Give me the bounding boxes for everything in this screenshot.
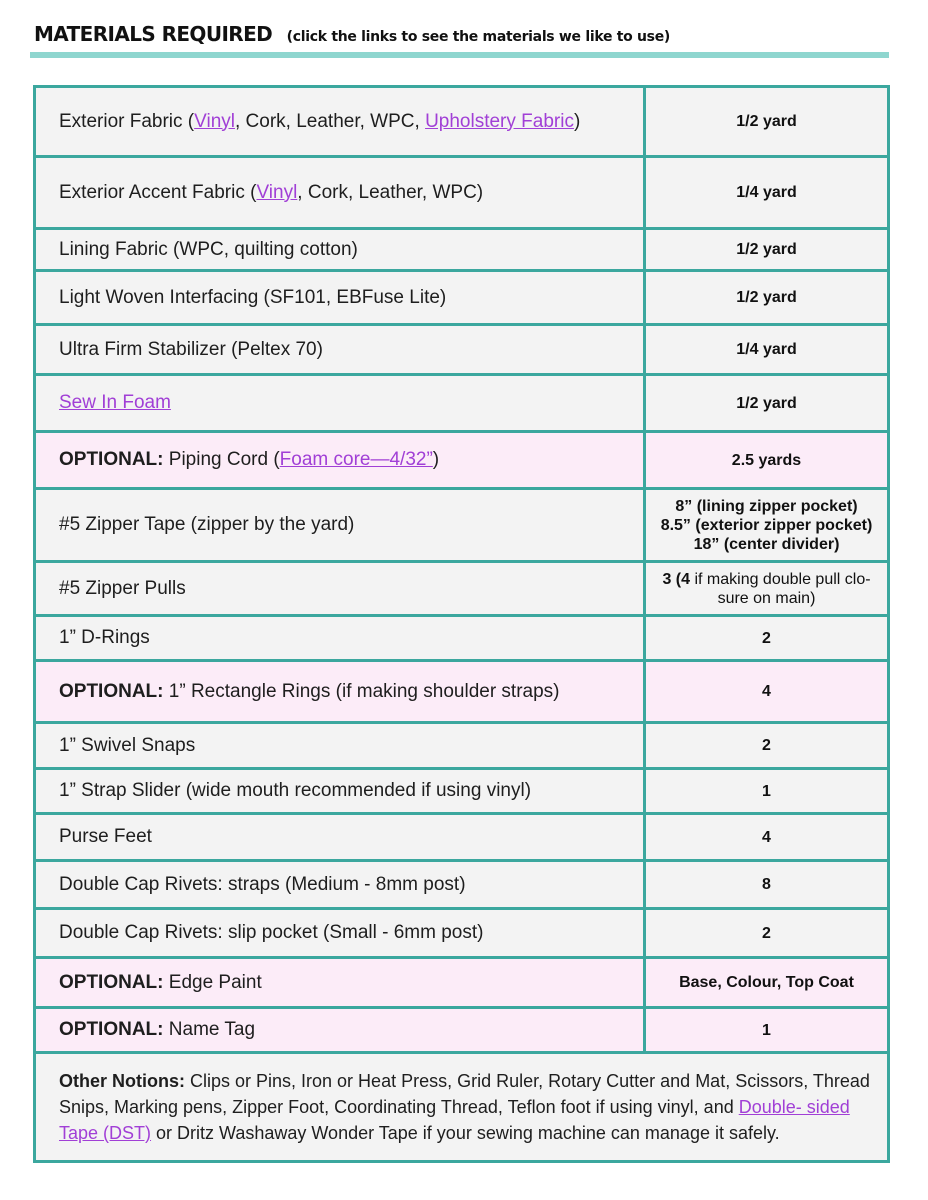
qty-cell: 4 — [645, 814, 889, 861]
qty-cell: 8” (lining zipper pocket) 8.5” (exterior zipper pocket) 18” (center divider) — [645, 489, 889, 562]
materials-table — [33, 85, 890, 1163]
item-cell: OPTIONAL: Edge Paint — [35, 958, 645, 1008]
table-row — [35, 375, 889, 432]
vinyl-link[interactable]: Vinyl — [256, 181, 298, 203]
table-row-optional — [35, 1008, 889, 1053]
item-cell: Light Woven Interfacing (SF101, EBFuse Lite) — [35, 271, 645, 325]
table-row — [35, 87, 889, 157]
qty-cell: 2.5 yards — [645, 432, 889, 489]
item-cell: #5 Zipper Pulls — [35, 562, 645, 616]
qty-cell: 2 — [645, 723, 889, 769]
qty-cell: 4 — [645, 661, 889, 723]
qty-cell: 2 — [645, 616, 889, 661]
item-cell: Double Cap Rivets: straps (Medium - 8mm post) — [35, 861, 645, 909]
item-cell: #5 Zipper Tape (zipper by the yard) — [35, 489, 645, 562]
table-row — [35, 271, 889, 325]
table-row-optional — [35, 432, 889, 489]
table-row — [35, 157, 889, 229]
table-row — [35, 325, 889, 375]
qty-cell: 1/4 yard — [645, 157, 889, 229]
item-cell: 1” Strap Slider (wide mouth recommended if using vinyl) — [35, 769, 645, 814]
item-cell: Lining Fabric (WPC, quilting cotton) — [35, 229, 645, 271]
item-cell: OPTIONAL: 1” Rectangle Rings (if making shoulder straps) — [35, 661, 645, 723]
foam-core-link[interactable]: Foam core—4/32” — [279, 449, 433, 470]
item-cell: Ultra Firm Stabilizer (Peltex 70) — [35, 325, 645, 375]
item-cell: 1” Swivel Snaps — [35, 723, 645, 769]
page-subtitle: (click the links to see the materials we like to use) — [286, 29, 671, 45]
item-cell: 1” D-Rings — [35, 616, 645, 661]
item-cell — [35, 375, 645, 432]
qty-cell: 3 (4 if making double pull clo- sure on main) — [645, 562, 889, 616]
optional-label: OPTIONAL: — [59, 1019, 164, 1040]
qty-cell: 1 — [645, 1008, 889, 1053]
table-row — [35, 229, 889, 271]
item-cell: Exterior Accent Fabric (Vinyl, Cork, Leather, WPC) — [35, 157, 645, 229]
table-row — [35, 489, 889, 562]
qty-cell: 1/2 yard — [645, 87, 889, 157]
qty-cell: 1/2 yard — [645, 271, 889, 325]
table-row — [35, 909, 889, 958]
item-cell: Exterior Fabric (Vinyl, Cork, Leather, WPC, Upholstery Fabric) — [35, 87, 645, 157]
table-row-optional — [35, 661, 889, 723]
item-cell: OPTIONAL: Name Tag — [35, 1008, 645, 1053]
table-row-optional — [35, 958, 889, 1008]
qty-cell: 8 — [645, 861, 889, 909]
item-cell: OPTIONAL: Piping Cord (Foam core—4/32”) — [35, 432, 645, 489]
qty-cell: 2 — [645, 909, 889, 958]
other-notions-label: Other Notions: — [59, 1071, 185, 1091]
qty-cell: 1/2 yard — [645, 229, 889, 271]
qty-cell: 1 — [645, 769, 889, 814]
table-row — [35, 723, 889, 769]
table-row — [35, 814, 889, 861]
item-cell: Purse Feet — [35, 814, 645, 861]
sew-in-foam-link[interactable]: Sew In Foam — [59, 392, 171, 413]
item-cell: Double Cap Rivets: slip pocket (Small - 6mm post) — [35, 909, 645, 958]
qty-cell: 1/2 yard — [645, 375, 889, 432]
table-row — [35, 861, 889, 909]
double-sided-tape-link[interactable]: Double- sided Tape (DST) — [59, 1097, 850, 1143]
optional-label: OPTIONAL: — [59, 971, 164, 993]
vinyl-link[interactable]: Vinyl — [194, 110, 235, 132]
table-row — [35, 769, 889, 814]
other-notions-cell: Other Notions: Clips or Pins, Iron or Heat Press, Grid Ruler, Rotary Cutter and Mat, Scissors, Thread Snips, Marking pens, Zipper Foot, Coordinating Thread, Teflon foot if using vinyl, and Double- sided Tape (DST) or Dritz Washaway Wonder Tape if your sewing machine can manage it safely. — [35, 1053, 889, 1162]
table-row — [35, 562, 889, 616]
optional-label: OPTIONAL: — [59, 680, 164, 702]
header-rule — [30, 52, 889, 58]
page-header — [34, 22, 670, 46]
table-row — [35, 616, 889, 661]
upholstery-fabric-link[interactable]: Upholstery Fabric — [425, 110, 574, 132]
qty-cell: Base, Colour, Top Coat — [645, 958, 889, 1008]
qty-cell: 1/4 yard — [645, 325, 889, 375]
optional-label: OPTIONAL: — [59, 449, 164, 470]
page-title: MATERIALS REQUIRED — [34, 22, 273, 46]
notes-row — [35, 1053, 889, 1162]
